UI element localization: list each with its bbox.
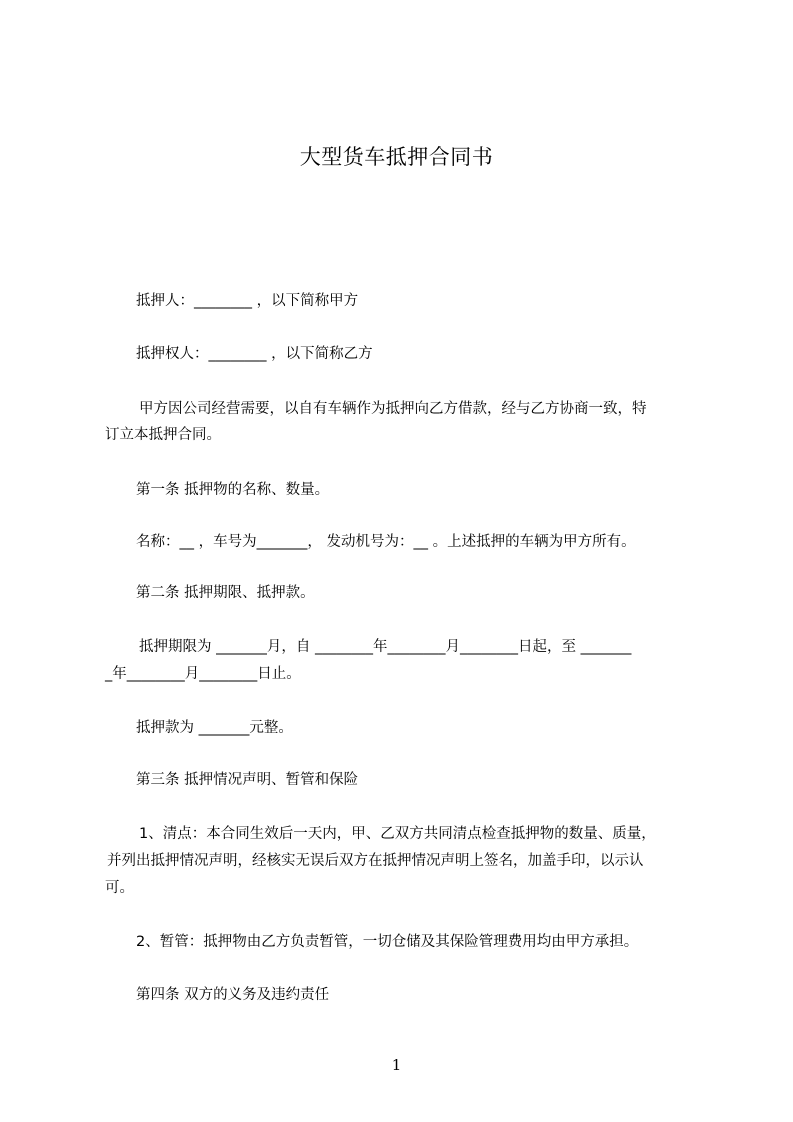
clause-2-line: 2、暂管：抵押物由乙方负责暂管，一切仓储及其保险管理费用均由甲方承担。 <box>136 934 639 950</box>
document-title: 大型货车抵押合同书 <box>299 145 494 169</box>
term-line-2: _年________月________日止。 <box>105 666 301 682</box>
article-1-body: 名称：__ ，车号为_______， 发动机号为：__ 。上述抵押的车辆为甲方所有。 <box>136 534 636 550</box>
page-number: 1 <box>391 1056 402 1074</box>
intro-paragraph-line-1: 甲方因公司经营需要，以自有车辆作为抵押向乙方借款，经与乙方协商一致，特 <box>139 401 647 417</box>
clause-1-line-1: 1、清点：本合同生效后一天内，甲、乙双方共同清点检查抵押物的数量、质量， <box>139 826 656 842</box>
article-4-heading: 第四条 双方的义务及违约责任 <box>136 987 330 1003</box>
amount-line: 抵押款为 _______元整。 <box>136 720 293 736</box>
mortgagee-line: 抵押权人：________ ，以下简称乙方 <box>136 346 373 362</box>
article-3-heading: 第三条 抵押情况声明、暂管和保险 <box>136 772 359 788</box>
term-line-1: 抵押期限为 _______月，自 ________年________月________日起，至 _______ <box>139 639 632 655</box>
clause-1-line-3: 可。 <box>105 880 134 896</box>
mortgagor-line: 抵押人：________ ，以下简称甲方 <box>136 293 359 309</box>
intro-paragraph-line-2: 订立本抵押合同。 <box>105 427 221 443</box>
clause-1-line-2: 并列出抵押情况声明，经核实无误后双方在抵押情况声明上签名，加盖手印，以示认 <box>107 853 644 869</box>
article-2-heading: 第二条 抵押期限、抵押款。 <box>136 585 315 601</box>
article-1-heading: 第一条 抵押物的名称、数量。 <box>136 482 330 498</box>
